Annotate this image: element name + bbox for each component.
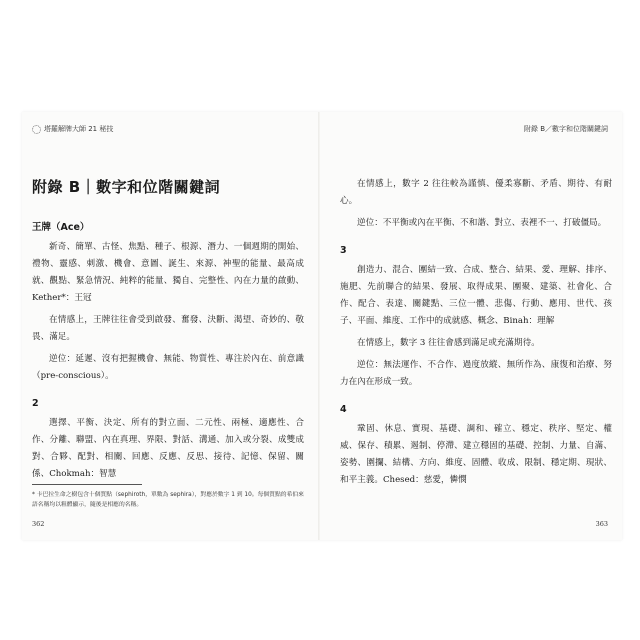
right-page — [340, 176, 612, 494]
running-head-right — [524, 124, 608, 134]
footnote: * 卡巴拉生命之樹包含十個質點（sephiroth，單數為 sephira），對應於數字 1 到 10。每個質點的希伯來語名稱均以粗體顯示，隨後是相應的名稱。 — [32, 492, 304, 508]
section-2 — [32, 398, 304, 483]
page-number-left: 362 — [32, 520, 45, 528]
paragraph: 在情感上，王牌往往會受到啟發、奮發、決斷、渴望、奇妙的、敬畏、滿足。 — [32, 315, 304, 342]
section-heading: 王牌（Ace） — [32, 222, 90, 233]
section-heading: 3 — [340, 245, 347, 256]
section-2-continued — [340, 176, 612, 232]
section-heading: 2 — [32, 398, 39, 409]
footnote-rule — [32, 484, 142, 485]
running-head-left-text: 塔羅解牌大師 21 秘技 — [44, 125, 114, 133]
page-number-right: 363 — [595, 520, 608, 528]
paragraph: 逆位：延遲、沒有把握機會、無能、物質性、專注於內在、前意識（pre-conscious）。 — [32, 354, 304, 381]
paragraph: 選擇、平衡、決定、所有的對立面、二元性、兩極、適應性、合作、分離、聯盟、內在真理、界限、對話、溝通、加入或分裂、成雙成對、合夥、配對、相關、回應、反應、反思、接待、記憶、保留、關係、Chokmah：智慧 — [32, 418, 304, 479]
paragraph: 新奇、簡單、古怪、焦點、種子、根源、潛力、一個週期的開始、禮物、靈感、刺激、機會、意圖、誕生、來源、神聖的能量、最高成就、觀點、緊急情況、純粹的能量、獨自、完整性、內在力量的啟動、Kether*：王冠 — [32, 242, 304, 303]
running-head-left — [32, 124, 113, 134]
paragraph: 在情感上，數字 2 往往較為謹慎、優柔寡斷、矛盾、期待、有耐心。 — [340, 179, 612, 206]
section-3 — [340, 245, 612, 391]
section-ace — [32, 219, 304, 385]
paragraph: 逆位：不平衡或內在平衡、不和諧、對立、表裡不一、打破僵局。 — [357, 218, 607, 228]
sun-ornament-icon — [32, 125, 41, 134]
running-head-right-text: 附錄 B／數字和位階關鍵詞 — [523, 125, 608, 133]
paragraph: 在情感上，數字 3 往往會感到滿足或充滿期待。 — [357, 338, 540, 348]
appendix-title: 附錄 B｜數字和位階關鍵詞 — [32, 178, 221, 196]
section-4 — [340, 404, 612, 489]
section-heading: 4 — [340, 404, 347, 415]
paragraph: 鞏固、休息、實現、基礎、調和、確立、穩定、秩序、堅定、權威、保存、積累、遏制、停滯、建立穩固的基礎、控制、力量、自滿、姿勢、圍攔、結構、方向、維度、固體、收成、限制、穩定期、現狀、和平主義。Chesed：慈愛，憐憫 — [340, 424, 612, 485]
left-page — [32, 176, 304, 488]
paragraph: 創造力、混合、團結一致、合成、整合、結果、愛、理解、排序、施肥、先前聯合的結果、發展、取得成果、團聚、建築、社會化、合作、配合、表達、關鍵點、三位一體、悲傷、行動、應用、世代、孩子、平面、維度、工作中的成就感、概念、Binah：理解 — [340, 265, 612, 326]
book-gutter — [318, 112, 320, 540]
paragraph: 逆位：無法運作、不合作、過度放縱、無所作為、康復和治療、努力在內在形成一致。 — [340, 360, 612, 387]
